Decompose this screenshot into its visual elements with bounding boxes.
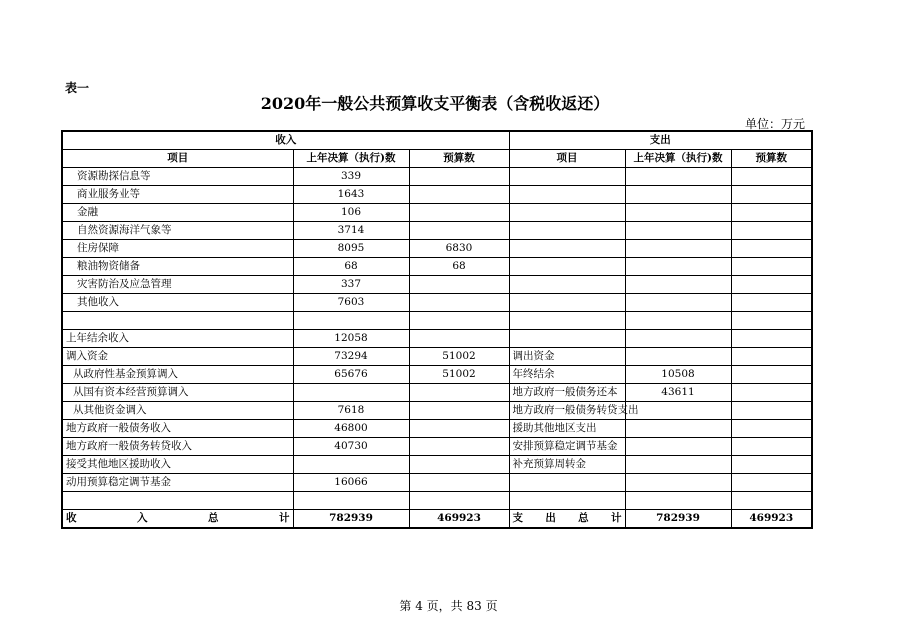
- expense-budget-cell: [731, 492, 812, 510]
- income-item-header: 项目: [62, 150, 293, 168]
- income-budget-cell: [409, 492, 509, 510]
- income-item-cell: 其他收入: [62, 294, 293, 312]
- income-budget-cell: [409, 222, 509, 240]
- expense-budget-cell: [731, 348, 812, 366]
- income-item-cell: 调入资金: [62, 348, 293, 366]
- income-prior-cell: 337: [293, 276, 409, 294]
- expense-prior-cell: [625, 294, 731, 312]
- income-budget-cell: [409, 438, 509, 456]
- expense-item-cell: [509, 492, 625, 510]
- table-row: [62, 348, 812, 366]
- table-row: [62, 384, 812, 402]
- income-prior-cell: 7618: [293, 402, 409, 420]
- expense-prior-cell: [625, 474, 731, 492]
- expense-budget-cell: [731, 240, 812, 258]
- table-row: [62, 276, 812, 294]
- income-budget-cell: 6830: [409, 240, 509, 258]
- income-prior-cell: 1643: [293, 186, 409, 204]
- expense-item-cell: 补充预算周转金: [509, 456, 625, 474]
- income-prior-cell: 16066: [293, 474, 409, 492]
- income-prior-cell: [293, 312, 409, 330]
- income-budget-cell: [409, 276, 509, 294]
- table-row: [62, 186, 812, 204]
- income-prior-cell: [293, 456, 409, 474]
- income-prior-cell: 3714: [293, 222, 409, 240]
- expense-item-cell: 地方政府一般债务还本: [509, 384, 625, 402]
- expense-item-cell: 安排预算稳定调节基金: [509, 438, 625, 456]
- income-total-label-text: 收入总计: [66, 512, 290, 524]
- table-row: [62, 474, 812, 492]
- income-budget-cell: [409, 402, 509, 420]
- table-section-header-row: [62, 131, 812, 150]
- expense-item-header: 项目: [509, 150, 625, 168]
- expense-prior-cell: [625, 276, 731, 294]
- expense-prior-cell: [625, 168, 731, 186]
- income-item-cell: 金融: [62, 204, 293, 222]
- income-item-cell: 从国有资本经营预算调入: [62, 384, 293, 402]
- income-total-prior: 782939: [293, 510, 409, 529]
- expense-item-cell: [509, 168, 625, 186]
- table-row: [62, 312, 812, 330]
- total-row: [62, 510, 812, 529]
- table-row: [62, 204, 812, 222]
- table-column-header-row: [62, 150, 812, 168]
- income-prior-cell: 339: [293, 168, 409, 186]
- expense-item-cell: 地方政府一般债务转贷支出: [509, 402, 625, 420]
- table-row: [62, 420, 812, 438]
- income-item-cell: 住房保障: [62, 240, 293, 258]
- expense-prior-cell: [625, 438, 731, 456]
- income-total-label: [62, 510, 293, 529]
- income-section-header: 收入: [62, 131, 509, 150]
- expense-total-label-text: 支出总计: [512, 512, 622, 524]
- table-row: [62, 366, 812, 384]
- expense-budget-cell: [731, 204, 812, 222]
- expense-budget-cell: [731, 312, 812, 330]
- table-row: [62, 402, 812, 420]
- expense-item-cell: 援助其他地区支出: [509, 420, 625, 438]
- table-row: [62, 168, 812, 186]
- expense-budget-cell: [731, 276, 812, 294]
- page-label: 表一: [65, 81, 90, 95]
- table-row: [62, 258, 812, 276]
- income-budget-cell: [409, 456, 509, 474]
- expense-section-header: 支出: [509, 131, 812, 150]
- income-budget-header: 预算数: [409, 150, 509, 168]
- expense-item-cell: [509, 294, 625, 312]
- expense-prior-cell: [625, 348, 731, 366]
- expense-total-label: [509, 510, 625, 529]
- income-item-cell: 地方政府一般债务收入: [62, 420, 293, 438]
- income-item-cell: 从其他资金调入: [62, 402, 293, 420]
- expense-item-cell: [509, 186, 625, 204]
- expense-budget-cell: [731, 474, 812, 492]
- expense-prior-header: 上年决算（执行)数: [625, 150, 731, 168]
- expense-item-cell: 年终结余: [509, 366, 625, 384]
- expense-item-cell: 调出资金: [509, 348, 625, 366]
- income-item-cell: 商业服务业等: [62, 186, 293, 204]
- expense-prior-cell: 10508: [625, 366, 731, 384]
- income-item-cell: 灾害防治及应急管理: [62, 276, 293, 294]
- income-prior-cell: 46800: [293, 420, 409, 438]
- expense-prior-cell: [625, 186, 731, 204]
- income-item-cell: 地方政府一般债务转贷收入: [62, 438, 293, 456]
- expense-budget-cell: [731, 258, 812, 276]
- expense-prior-cell: [625, 330, 731, 348]
- income-prior-cell: 40730: [293, 438, 409, 456]
- income-item-cell: 粮油物资储备: [62, 258, 293, 276]
- income-item-cell: [62, 492, 293, 510]
- expense-item-cell: [509, 474, 625, 492]
- expense-budget-cell: [731, 186, 812, 204]
- expense-prior-cell: [625, 312, 731, 330]
- table-row: [62, 330, 812, 348]
- income-prior-header: 上年决算（执行)数: [293, 150, 409, 168]
- budget-balance-table: [61, 130, 813, 529]
- income-total-budget: 469923: [409, 510, 509, 529]
- expense-prior-cell: [625, 492, 731, 510]
- expense-budget-cell: [731, 330, 812, 348]
- expense-budget-cell: [731, 294, 812, 312]
- income-prior-cell: 65676: [293, 366, 409, 384]
- expense-prior-cell: [625, 402, 731, 420]
- income-prior-cell: 73294: [293, 348, 409, 366]
- expense-item-cell: [509, 204, 625, 222]
- expense-item-cell: [509, 240, 625, 258]
- expense-budget-cell: [731, 384, 812, 402]
- income-prior-cell: [293, 492, 409, 510]
- income-budget-cell: 68: [409, 258, 509, 276]
- income-prior-cell: 68: [293, 258, 409, 276]
- income-budget-cell: 51002: [409, 348, 509, 366]
- expense-item-cell: [509, 222, 625, 240]
- expense-prior-cell: [625, 240, 731, 258]
- expense-budget-cell: [731, 168, 812, 186]
- income-prior-cell: 12058: [293, 330, 409, 348]
- income-budget-cell: [409, 384, 509, 402]
- income-budget-cell: [409, 294, 509, 312]
- expense-prior-cell: [625, 204, 731, 222]
- table-row: [62, 438, 812, 456]
- income-item-cell: 从政府性基金预算调入: [62, 366, 293, 384]
- expense-prior-cell: [625, 258, 731, 276]
- expense-total-budget: 469923: [731, 510, 812, 529]
- table-body: [62, 168, 812, 510]
- income-item-cell: 自然资源海洋气象等: [62, 222, 293, 240]
- income-prior-cell: 8095: [293, 240, 409, 258]
- expense-budget-cell: [731, 456, 812, 474]
- expense-item-cell: [509, 330, 625, 348]
- expense-budget-header: 预算数: [731, 150, 812, 168]
- income-prior-cell: 106: [293, 204, 409, 222]
- income-prior-cell: [293, 384, 409, 402]
- page-footer: 第 4 页，共 83 页: [399, 599, 498, 613]
- expense-item-cell: [509, 276, 625, 294]
- income-budget-cell: [409, 312, 509, 330]
- expense-budget-cell: [731, 222, 812, 240]
- expense-item-cell: [509, 312, 625, 330]
- page-title: 2020年一般公共预算收支平衡表（含税收返还）: [260, 94, 610, 113]
- expense-prior-cell: [625, 456, 731, 474]
- expense-prior-cell: [625, 222, 731, 240]
- expense-budget-cell: [731, 420, 812, 438]
- income-item-cell: 动用预算稳定调节基金: [62, 474, 293, 492]
- table-row: [62, 492, 812, 510]
- expense-prior-cell: 43611: [625, 384, 731, 402]
- expense-budget-cell: [731, 366, 812, 384]
- unit-label: 单位：万元: [745, 117, 806, 131]
- table-row: [62, 456, 812, 474]
- table-row: [62, 240, 812, 258]
- income-budget-cell: [409, 186, 509, 204]
- income-budget-cell: [409, 204, 509, 222]
- expense-item-cell: [509, 258, 625, 276]
- expense-budget-cell: [731, 438, 812, 456]
- expense-total-prior: 782939: [625, 510, 731, 529]
- income-item-cell: 上年结余收入: [62, 330, 293, 348]
- income-item-cell: 接受其他地区援助收入: [62, 456, 293, 474]
- income-budget-cell: [409, 330, 509, 348]
- income-budget-cell: [409, 474, 509, 492]
- expense-prior-cell: [625, 420, 731, 438]
- table-row: [62, 294, 812, 312]
- income-item-cell: [62, 312, 293, 330]
- income-item-cell: 资源勘探信息等: [62, 168, 293, 186]
- income-budget-cell: 51002: [409, 366, 509, 384]
- expense-budget-cell: [731, 402, 812, 420]
- income-budget-cell: [409, 168, 509, 186]
- income-budget-cell: [409, 420, 509, 438]
- table-row: [62, 222, 812, 240]
- income-prior-cell: 7603: [293, 294, 409, 312]
